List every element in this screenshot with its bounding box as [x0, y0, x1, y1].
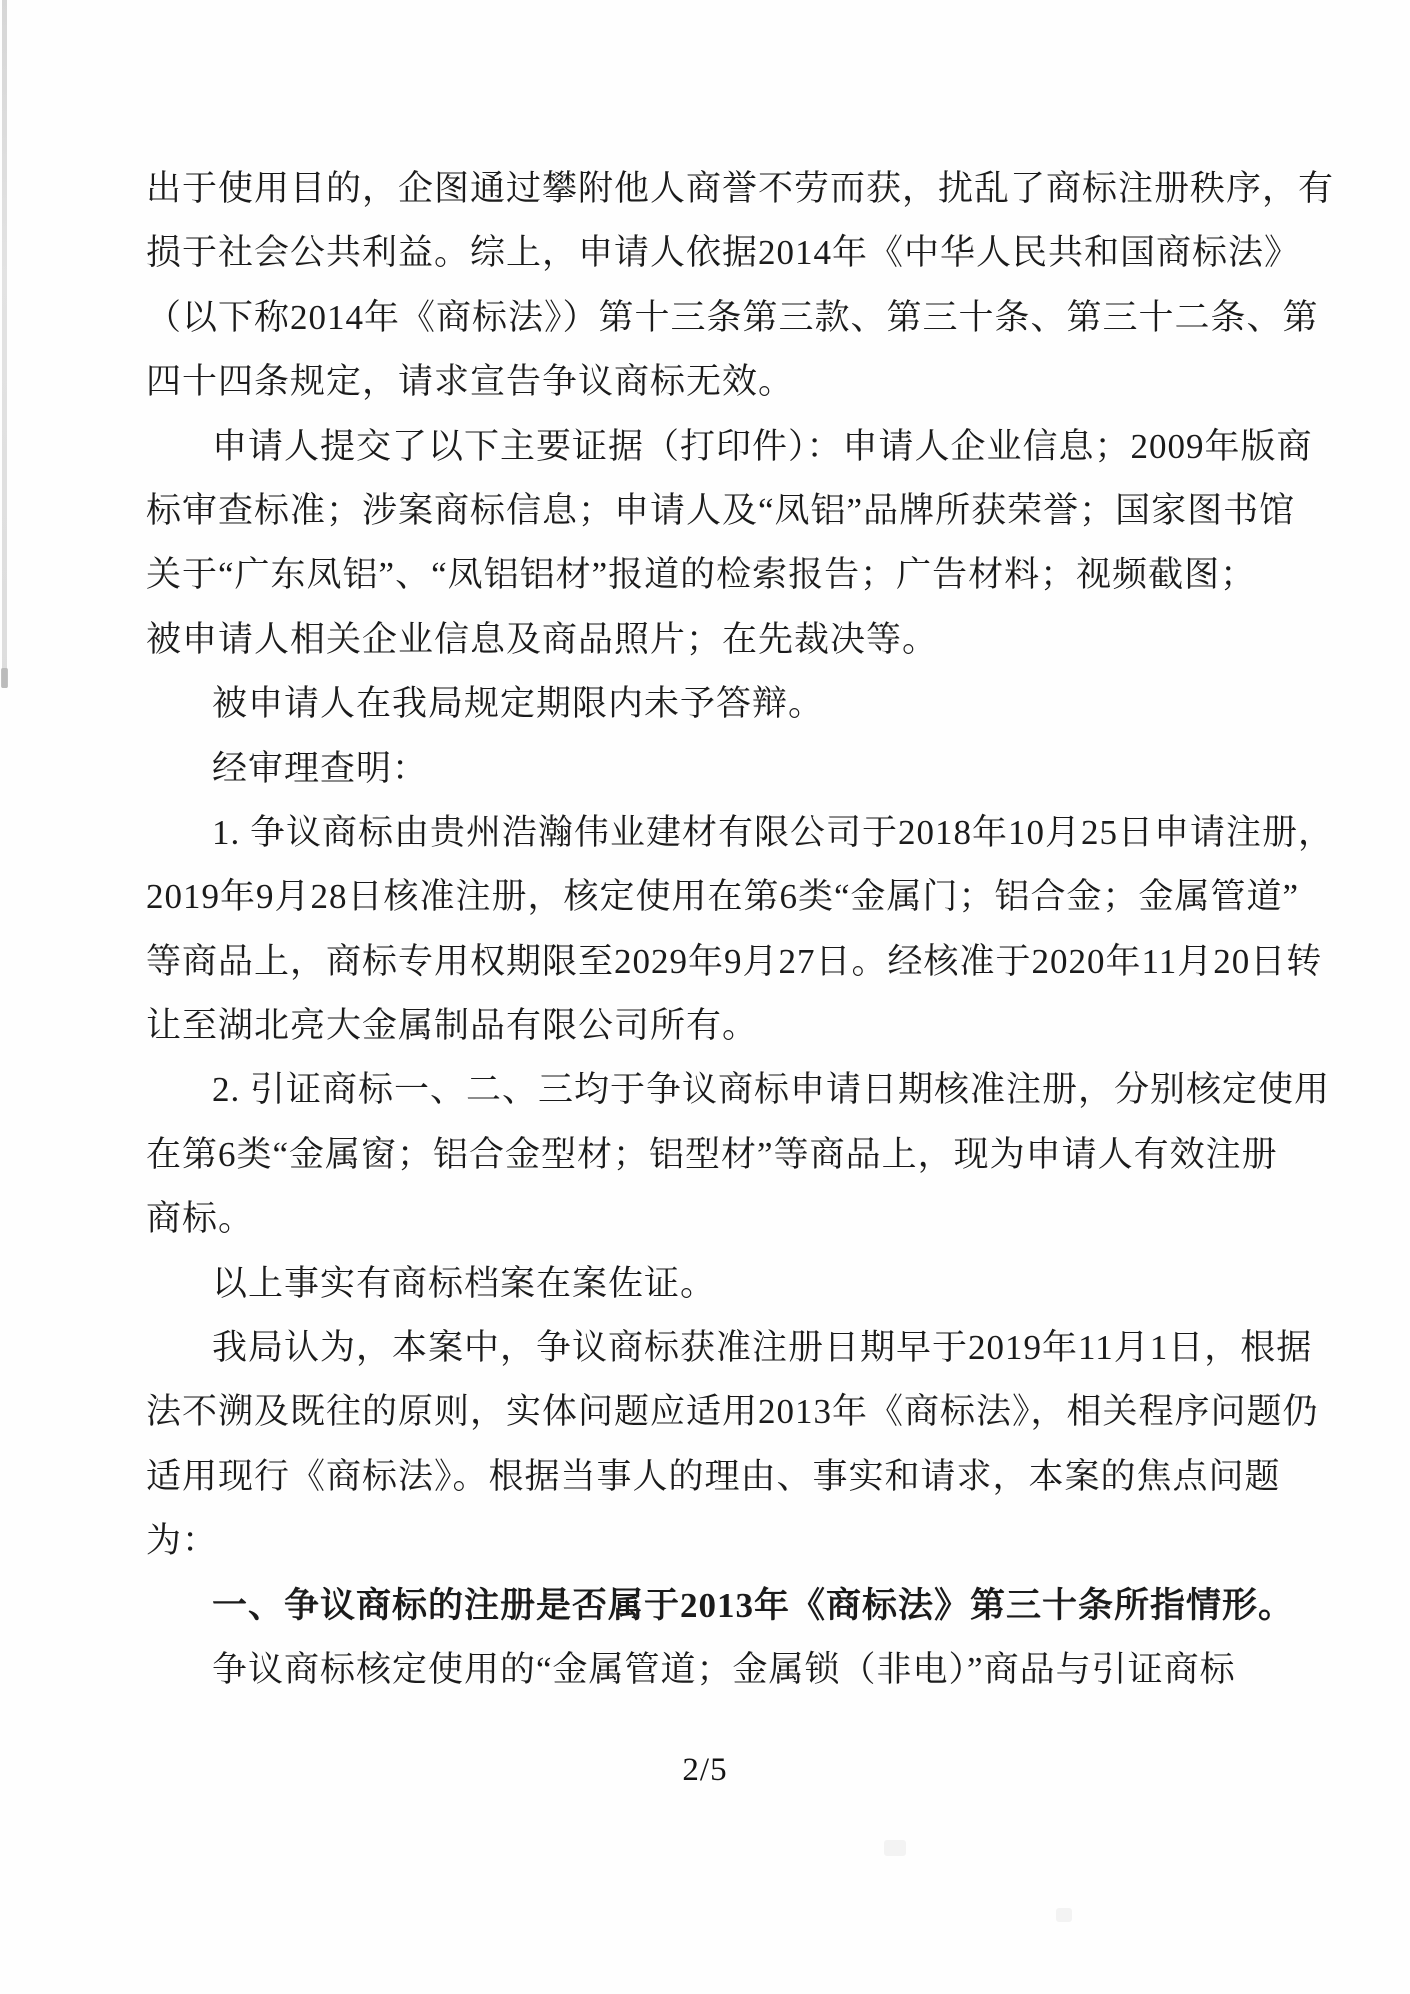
- text-line: 以上事实有商标档案在案佐证。: [212, 1263, 717, 1303]
- text-line: 法不溯及既往的原则，实体问题应适用2013年《商标法》，相关程序问题仍: [146, 1392, 1319, 1432]
- text-line: 标审查标准；涉案商标信息；申请人及“凤铝”品牌所获荣誉；国家图书馆: [146, 490, 1296, 530]
- text-line: 被申请人相关企业信息及商品照片；在先裁决等。: [146, 619, 939, 659]
- text-line: 一、争议商标的注册是否属于2013年《商标法》第三十条所指情形。: [212, 1585, 1295, 1625]
- text-line: 被申请人在我局规定期限内未予答辩。: [212, 684, 825, 724]
- text-line: 损于社会公共利益。综上，申请人依据2014年《中华人民共和国商标法》: [146, 233, 1301, 273]
- text-line: 1. 争议商标由贵州浩瀚伟业建材有限公司于2018年10月25日申请注册，: [212, 812, 1335, 852]
- text-line: （以下称2014年《商标法》）第十三条第三款、第三十条、第三十二条、第: [146, 297, 1319, 337]
- text-line: 在第6类“金属窗；铝合金型材；铝型材”等商品上，现为申请人有效注册: [146, 1134, 1278, 1174]
- text-line: 争议商标核定使用的“金属管道；金属锁（非电）”商品与引证商标: [212, 1649, 1236, 1689]
- text-line: 四十四条规定，请求宣告争议商标无效。: [146, 362, 795, 402]
- page-number: 2/5: [682, 1752, 728, 1788]
- text-line: 出于使用目的，企图通过攀附他人商誉不劳而获，扰乱了商标注册秩序，有: [146, 169, 1335, 208]
- text-line: 让至湖北亮大金属制品有限公司所有。: [146, 1006, 759, 1046]
- text-line: 经审理查明：: [212, 748, 429, 788]
- text-line: 适用现行《商标法》。根据当事人的理由、事实和请求，本案的焦点问题: [146, 1456, 1281, 1496]
- document-text-block: [146, 157, 1335, 1702]
- text-line: 我局认为，本案中，争议商标获准注册日期早于2019年11月1日，根据: [212, 1328, 1313, 1368]
- text-line: 关于“广东凤铝”、“凤铝铝材”报道的检索报告；广告材料；视频截图；: [146, 555, 1257, 595]
- text-line: 商标。: [146, 1199, 255, 1239]
- scan-smudge: [1056, 1908, 1072, 1922]
- text-line: 等商品上，商标专用权期限至2029年9月27日。经核准于2020年11月20日转: [146, 941, 1323, 981]
- scan-artifact-left-edge: [2, 0, 7, 688]
- text-line: 申请人提交了以下主要证据（打印件）：申请人企业信息；2009年版商: [212, 426, 1313, 466]
- scan-artifact-left-dash: [1, 668, 8, 688]
- text-line: 2019年9月28日核准注册，核定使用在第6类“金属门；铝合金；金属管道”: [146, 877, 1300, 917]
- text-line: 2. 引证商标一、二、三均于争议商标申请日期核准注册，分别核定使用: [212, 1070, 1331, 1110]
- scan-smudge: [884, 1840, 906, 1856]
- text-line: 为：: [146, 1521, 219, 1561]
